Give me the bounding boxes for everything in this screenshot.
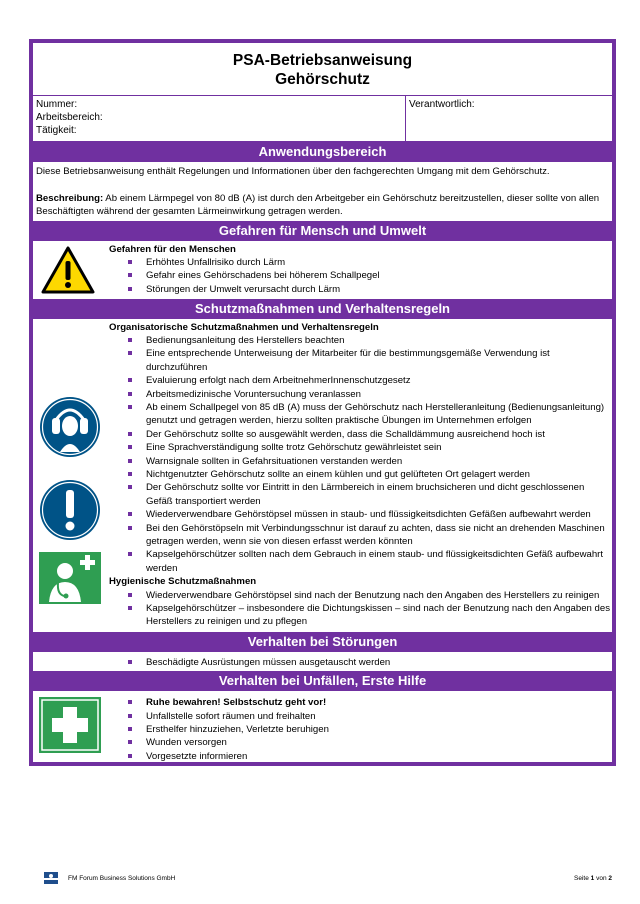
section-heading-schutzmassnahmen: Schutzmaßnahmen und Verhaltensregeln [33, 299, 612, 320]
unfall-content [107, 692, 612, 762]
list-item: Erhöhtes Unfallrisiko durch Lärm [109, 256, 612, 269]
stoerungen-icon-column [33, 653, 107, 671]
meta-left [33, 96, 406, 141]
section-heading-stoerungen: Verhalten bei Störungen [33, 632, 612, 653]
company-logo-icon [44, 872, 58, 884]
list-item: Unfallstelle sofort räumen und freihalten [109, 710, 612, 723]
section-heading-anwendungsbereich: Anwendungsbereich [33, 142, 612, 163]
list-item: Wunden versorgen [109, 736, 612, 749]
gefahren-icon-column [33, 242, 107, 299]
schutz-content [107, 320, 612, 632]
meta-nummer: Nummer: [36, 99, 78, 110]
mandatory-exclamation-icon [39, 479, 101, 541]
gefahren-content [107, 242, 612, 299]
page-prefix: Seite [574, 875, 591, 882]
gefahren-list [109, 256, 612, 296]
list-item: Nichtgenutzter Gehörschutz sollte an einem kühlen und gut gelüfteten Ort gelagert werden [109, 468, 612, 481]
stoerungen-list [109, 656, 612, 669]
meta-verantwortlich: Verantwortlich: [409, 99, 475, 110]
list-item: Warnsignale sollten in Gefahrsituationen verstanden werden [109, 455, 612, 468]
schutzmassnahmen-section [33, 320, 612, 632]
anwendungsbereich-intro: Diese Betriebsanweisung enthält Regelungen und Informationen über den fachgerechten Umgang mit dem Gehörschutz. [36, 166, 550, 177]
unfall-icon-column [33, 692, 107, 762]
list-item: Bei den Gehörstöpseln mit Verbindungsschnur ist darauf zu achten, dass sie nicht an drehenden Maschinen getragen werden, wenn sie von diesen erfasst werden könnten [109, 522, 612, 549]
list-item: Vorgesetzte informieren [109, 750, 612, 763]
medical-check-icon [39, 552, 101, 604]
instruction-sheet [29, 39, 616, 766]
anwendungsbereich-beschreibung [36, 192, 609, 219]
title-line-1: PSA-Betriebsanweisung [232, 52, 413, 69]
section-heading-gefahren: Gefahren für Mensch und Umwelt [33, 221, 612, 242]
organisatorisch-heading: Organisatorische Schutzmaßnahmen und Verhaltensregeln [109, 321, 379, 333]
list-item: Ersthelfer hinzuziehen, Verletzte beruhigen [109, 723, 612, 736]
list-item: Evaluierung erfolgt nach dem ArbeitnehmerInnenschutzgesetz [109, 374, 612, 387]
list-item: Ruhe bewahren! Selbstschutz geht vor! [109, 696, 612, 709]
first-aid-icon [39, 697, 101, 753]
stoerungen-content [107, 653, 612, 671]
beschreibung-label: Beschreibung: [36, 192, 104, 204]
meta-taetigkeit: Tätigkeit: [36, 125, 77, 136]
title-line-2: Gehörschutz [275, 71, 370, 88]
warning-triangle-icon [40, 245, 96, 295]
section-heading-unfall: Verhalten bei Unfällen, Erste Hilfe [33, 671, 612, 692]
list-item: Der Gehörschutz sollte vor Eintritt in den Lärmbereich in einem bruchsicheren und dicht geschlossenen Gefäß transportiert werden [109, 481, 612, 508]
stoerungen-section [33, 653, 612, 671]
page-total: 2 [608, 875, 612, 882]
page-number [574, 872, 612, 886]
document-title [33, 43, 612, 96]
list-item: Wiederverwendbare Gehörstöpsel müssen in staub- und flüssigkeitsdichten Gefäßen aufbewahrt werden [109, 508, 612, 521]
list-item: Gefahr eines Gehörschadens bei höherem Schallpegel [109, 269, 612, 282]
unfall-section [33, 692, 612, 762]
list-item: Wiederverwendbare Gehörstöpsel sind nach der Benutzung nach den Angaben des Herstellers zu reinigen [109, 589, 612, 602]
beschreibung-text: Ab einem Lärmpegel von 80 dB (A) ist durch den Arbeitgeber ein Gehörschutz bereitzustellen, dieser sollte von allen Beschäftigten während der gesamten Lärmeinwirkung getragen werden. [36, 192, 600, 217]
list-item: Eine entsprechende Unterweisung der Mitarbeiter für die bestimmungsgemäße Verwendung ist durchzuführen [109, 347, 612, 374]
page-separator: von [594, 875, 609, 882]
list-item: Bedienungsanleitung des Herstellers beachten [109, 334, 612, 347]
gefahren-subheading: Gefahren für den Menschen [109, 243, 236, 255]
company-name: FM Forum Business Solutions GmbH [68, 875, 176, 882]
list-item: Beschädigte Ausrüstungen müssen ausgetauscht werden [109, 656, 612, 669]
list-item: Arbeitsmedizinische Voruntersuchung veranlassen [109, 388, 612, 401]
anwendungsbereich-body [33, 163, 612, 221]
list-item: Ab einem Schallpegel von 85 dB (A) muss der Gehörschutz nach Herstelleranleitung (Bedienungsanleitung) genutzt und getragen werden, hierzu sollten praktische Übungen im Unternehmen erfolgen [109, 401, 612, 428]
gefahren-section [33, 242, 612, 299]
list-item: Störungen der Umwelt verursacht durch Lärm [109, 283, 612, 296]
list-item: Kapselgehörschützer – insbesondere die Dichtungskissen – sind nach der Benutzung nach den Angaben des Herstellers zu reinigen und zu pflegen [109, 602, 612, 629]
schutz-icon-column [33, 320, 107, 632]
meta-arbeitsbereich: Arbeitsbereich: [36, 112, 103, 123]
unfall-list [109, 696, 612, 763]
list-item: Eine Sprachverständigung sollte trotz Gehörschutz gewährleistet sein [109, 441, 612, 454]
ear-protection-icon [39, 396, 101, 458]
list-item: Der Gehörschutz sollte so ausgewählt werden, dass die Schalldämmung ausreichend hoch ist [109, 428, 612, 441]
page-current: 1 [590, 875, 595, 882]
hygienisch-heading: Hygienische Schutzmaßnahmen [109, 576, 257, 588]
meta-section [33, 96, 612, 142]
meta-right [406, 96, 612, 141]
page-footer [44, 872, 612, 886]
organisatorisch-list [109, 334, 612, 575]
list-item: Kapselgehörschützer sollten nach dem Gebrauch in einem staub- und flüssigkeitsdichten Gefäß aufbewahrt werden [109, 548, 612, 575]
hygienisch-list [109, 589, 612, 629]
